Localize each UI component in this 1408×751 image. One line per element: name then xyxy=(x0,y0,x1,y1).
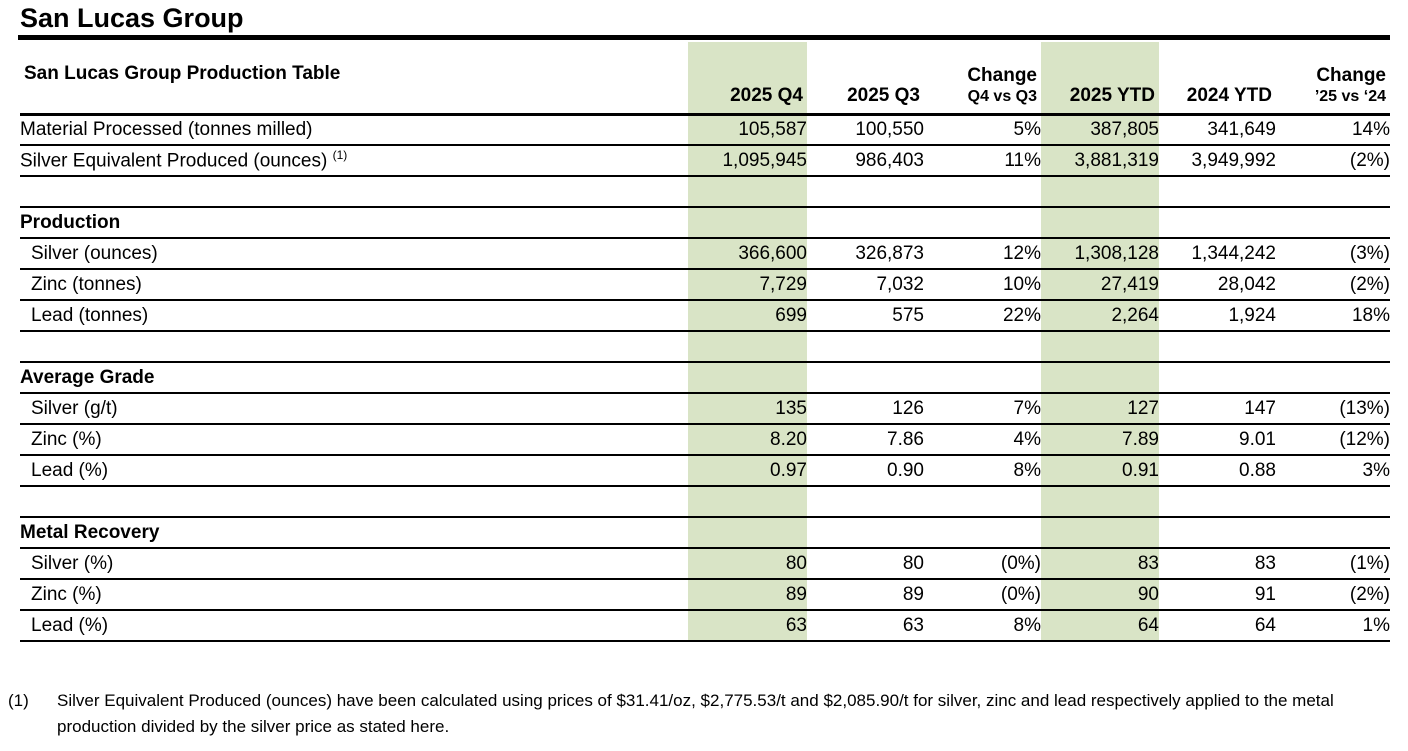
title-divider xyxy=(18,35,1390,40)
cell-change-25-vs-24: 1% xyxy=(1276,610,1390,641)
row-label: Lead (tonnes) xyxy=(20,300,688,331)
cell-2025-ytd: 127 xyxy=(1041,393,1159,424)
cell-2024-ytd: 147 xyxy=(1159,393,1276,424)
row-label: Zinc (tonnes) xyxy=(20,269,688,300)
cell-2024-ytd: 91 xyxy=(1159,579,1276,610)
cell-2025-q3: 126 xyxy=(807,393,924,424)
cell-2025-q4: 8.20 xyxy=(688,424,807,455)
cell-change-25-vs-24: (2%) xyxy=(1276,579,1390,610)
table-row-silver-grade xyxy=(20,393,1390,424)
cell-2025-q4: 89 xyxy=(688,579,807,610)
section-label: Metal Recovery xyxy=(20,517,688,548)
cell-change-25-vs-24: 14% xyxy=(1276,114,1390,145)
table-row-zinc-grade xyxy=(20,424,1390,455)
cell-2025-ytd: 0.91 xyxy=(1041,455,1159,486)
section-row-production xyxy=(20,207,1390,238)
cell-2025-q4: 0.97 xyxy=(688,455,807,486)
row-label: Zinc (%) xyxy=(20,424,688,455)
spacer-row xyxy=(20,176,1390,207)
cell-2025-ytd: 7.89 xyxy=(1041,424,1159,455)
cell-2025-ytd: 64 xyxy=(1041,610,1159,641)
cell-change-25-vs-24: (2%) xyxy=(1276,145,1390,176)
cell-change-25-vs-24: 18% xyxy=(1276,300,1390,331)
table-row-silver-recovery xyxy=(20,548,1390,579)
cell-2025-ytd: 3,881,319 xyxy=(1041,145,1159,176)
cell-change-q4-vs-q3: 7% xyxy=(924,393,1041,424)
cell-2025-q3: 89 xyxy=(807,579,924,610)
cell-2025-ytd: 2,264 xyxy=(1041,300,1159,331)
table-row-zinc-tonnes xyxy=(20,269,1390,300)
row-label: Silver Equivalent Produced (ounces) $^{(1)}$ xyxy=(20,145,688,176)
cell-change-25-vs-24: (3%) xyxy=(1276,238,1390,269)
cell-change-q4-vs-q3: 8% xyxy=(924,610,1041,641)
cell-2024-ytd: 1,924 xyxy=(1159,300,1276,331)
row-label: Lead (%) xyxy=(20,455,688,486)
spacer-row xyxy=(20,486,1390,517)
cell-2024-ytd: 28,042 xyxy=(1159,269,1276,300)
cell-change-q4-vs-q3: 22% xyxy=(924,300,1041,331)
row-label: Silver (g/t) xyxy=(20,393,688,424)
table-title: San Lucas Group Production Table xyxy=(20,42,688,114)
cell-2025-q3: 7,032 xyxy=(807,269,924,300)
row-label: Material Processed (tonnes milled) xyxy=(20,114,688,145)
cell-change-q4-vs-q3: 4% xyxy=(924,424,1041,455)
cell-2025-ytd: 83 xyxy=(1041,548,1159,579)
cell-2025-q3: 63 xyxy=(807,610,924,641)
cell-change-q4-vs-q3: 5% xyxy=(924,114,1041,145)
cell-2024-ytd: 0.88 xyxy=(1159,455,1276,486)
cell-2025-q3: 0.90 xyxy=(807,455,924,486)
footnote-marker: (1) xyxy=(8,691,29,710)
cell-change-25-vs-24: (2%) xyxy=(1276,269,1390,300)
col-header-2025-ytd: 2025 YTD xyxy=(1041,42,1159,114)
cell-2024-ytd: 83 xyxy=(1159,548,1276,579)
table-row-silver-ounces xyxy=(20,238,1390,269)
cell-change-q4-vs-q3: 12% xyxy=(924,238,1041,269)
cell-2024-ytd: 64 xyxy=(1159,610,1276,641)
col-header-2025-q4: 2025 Q4 xyxy=(688,42,807,114)
cell-change-25-vs-24: (13%) xyxy=(1276,393,1390,424)
production-table xyxy=(20,42,1390,642)
cell-2025-ytd: 1,308,128 xyxy=(1041,238,1159,269)
cell-change-q4-vs-q3: (0%) xyxy=(924,579,1041,610)
cell-2025-q4: 135 xyxy=(688,393,807,424)
cell-2025-q3: 575 xyxy=(807,300,924,331)
cell-2025-q4: 366,600 xyxy=(688,238,807,269)
spacer-row xyxy=(20,331,1390,362)
col-header-change-q4-vs-q3: Change Q4 vs Q3 xyxy=(924,42,1041,114)
cell-2025-q4: 105,587 xyxy=(688,114,807,145)
cell-2025-q3: 986,403 xyxy=(807,145,924,176)
section-label: Production xyxy=(20,207,688,238)
section-row-average-grade xyxy=(20,362,1390,393)
cell-2025-ytd: 387,805 xyxy=(1041,114,1159,145)
footnote xyxy=(8,688,1400,740)
cell-2025-q3: 80 xyxy=(807,548,924,579)
row-label: Silver (%) xyxy=(20,548,688,579)
cell-2025-q3: 7.86 xyxy=(807,424,924,455)
cell-2025-q3: 326,873 xyxy=(807,238,924,269)
cell-2024-ytd: 1,344,242 xyxy=(1159,238,1276,269)
col-header-2025-q3: 2025 Q3 xyxy=(807,42,924,114)
section-row-metal-recovery xyxy=(20,517,1390,548)
cell-change-25-vs-24: (1%) xyxy=(1276,548,1390,579)
cell-2025-q4: 1,095,945 xyxy=(688,145,807,176)
cell-change-q4-vs-q3: 8% xyxy=(924,455,1041,486)
footnote-reference: (1) xyxy=(332,148,348,163)
row-label: Lead (%) xyxy=(20,610,688,641)
cell-2024-ytd: 341,649 xyxy=(1159,114,1276,145)
col-header-change-25-vs-24: Change ’25 vs ‘24 xyxy=(1276,42,1390,114)
cell-2025-q4: 699 xyxy=(688,300,807,331)
cell-change-25-vs-24: (12%) xyxy=(1276,424,1390,455)
table-row-material-processed xyxy=(20,114,1390,145)
page-title: San Lucas Group xyxy=(20,3,244,33)
table-row-zinc-recovery xyxy=(20,579,1390,610)
footnote-text: Silver Equivalent Produced (ounces) have been calculated using prices of $31.41/oz, $2,775.53/t and $2,085.90/t for silver, zinc and lead respectively applied to the metal production divided by the silver price as stated here. xyxy=(57,691,1334,736)
cell-2024-ytd: 3,949,992 xyxy=(1159,145,1276,176)
cell-change-q4-vs-q3: 10% xyxy=(924,269,1041,300)
cell-change-25-vs-24: 3% xyxy=(1276,455,1390,486)
cell-2025-ytd: 27,419 xyxy=(1041,269,1159,300)
cell-2025-q3: 100,550 xyxy=(807,114,924,145)
table-header-row xyxy=(20,42,1390,114)
table-row-lead-tonnes xyxy=(20,300,1390,331)
cell-2025-q4: 7,729 xyxy=(688,269,807,300)
cell-change-q4-vs-q3: (0%) xyxy=(924,548,1041,579)
row-label: Silver (ounces) xyxy=(20,238,688,269)
cell-2025-q4: 80 xyxy=(688,548,807,579)
table-row-lead-recovery xyxy=(20,610,1390,641)
cell-2025-q4: 63 xyxy=(688,610,807,641)
table-row-lead-grade xyxy=(20,455,1390,486)
table-row-silver-equivalent xyxy=(20,145,1390,176)
section-label: Average Grade xyxy=(20,362,688,393)
cell-change-q4-vs-q3: 11% xyxy=(924,145,1041,176)
cell-2025-ytd: 90 xyxy=(1041,579,1159,610)
cell-2024-ytd: 9.01 xyxy=(1159,424,1276,455)
col-header-2024-ytd: 2024 YTD xyxy=(1159,42,1276,114)
row-label: Zinc (%) xyxy=(20,579,688,610)
